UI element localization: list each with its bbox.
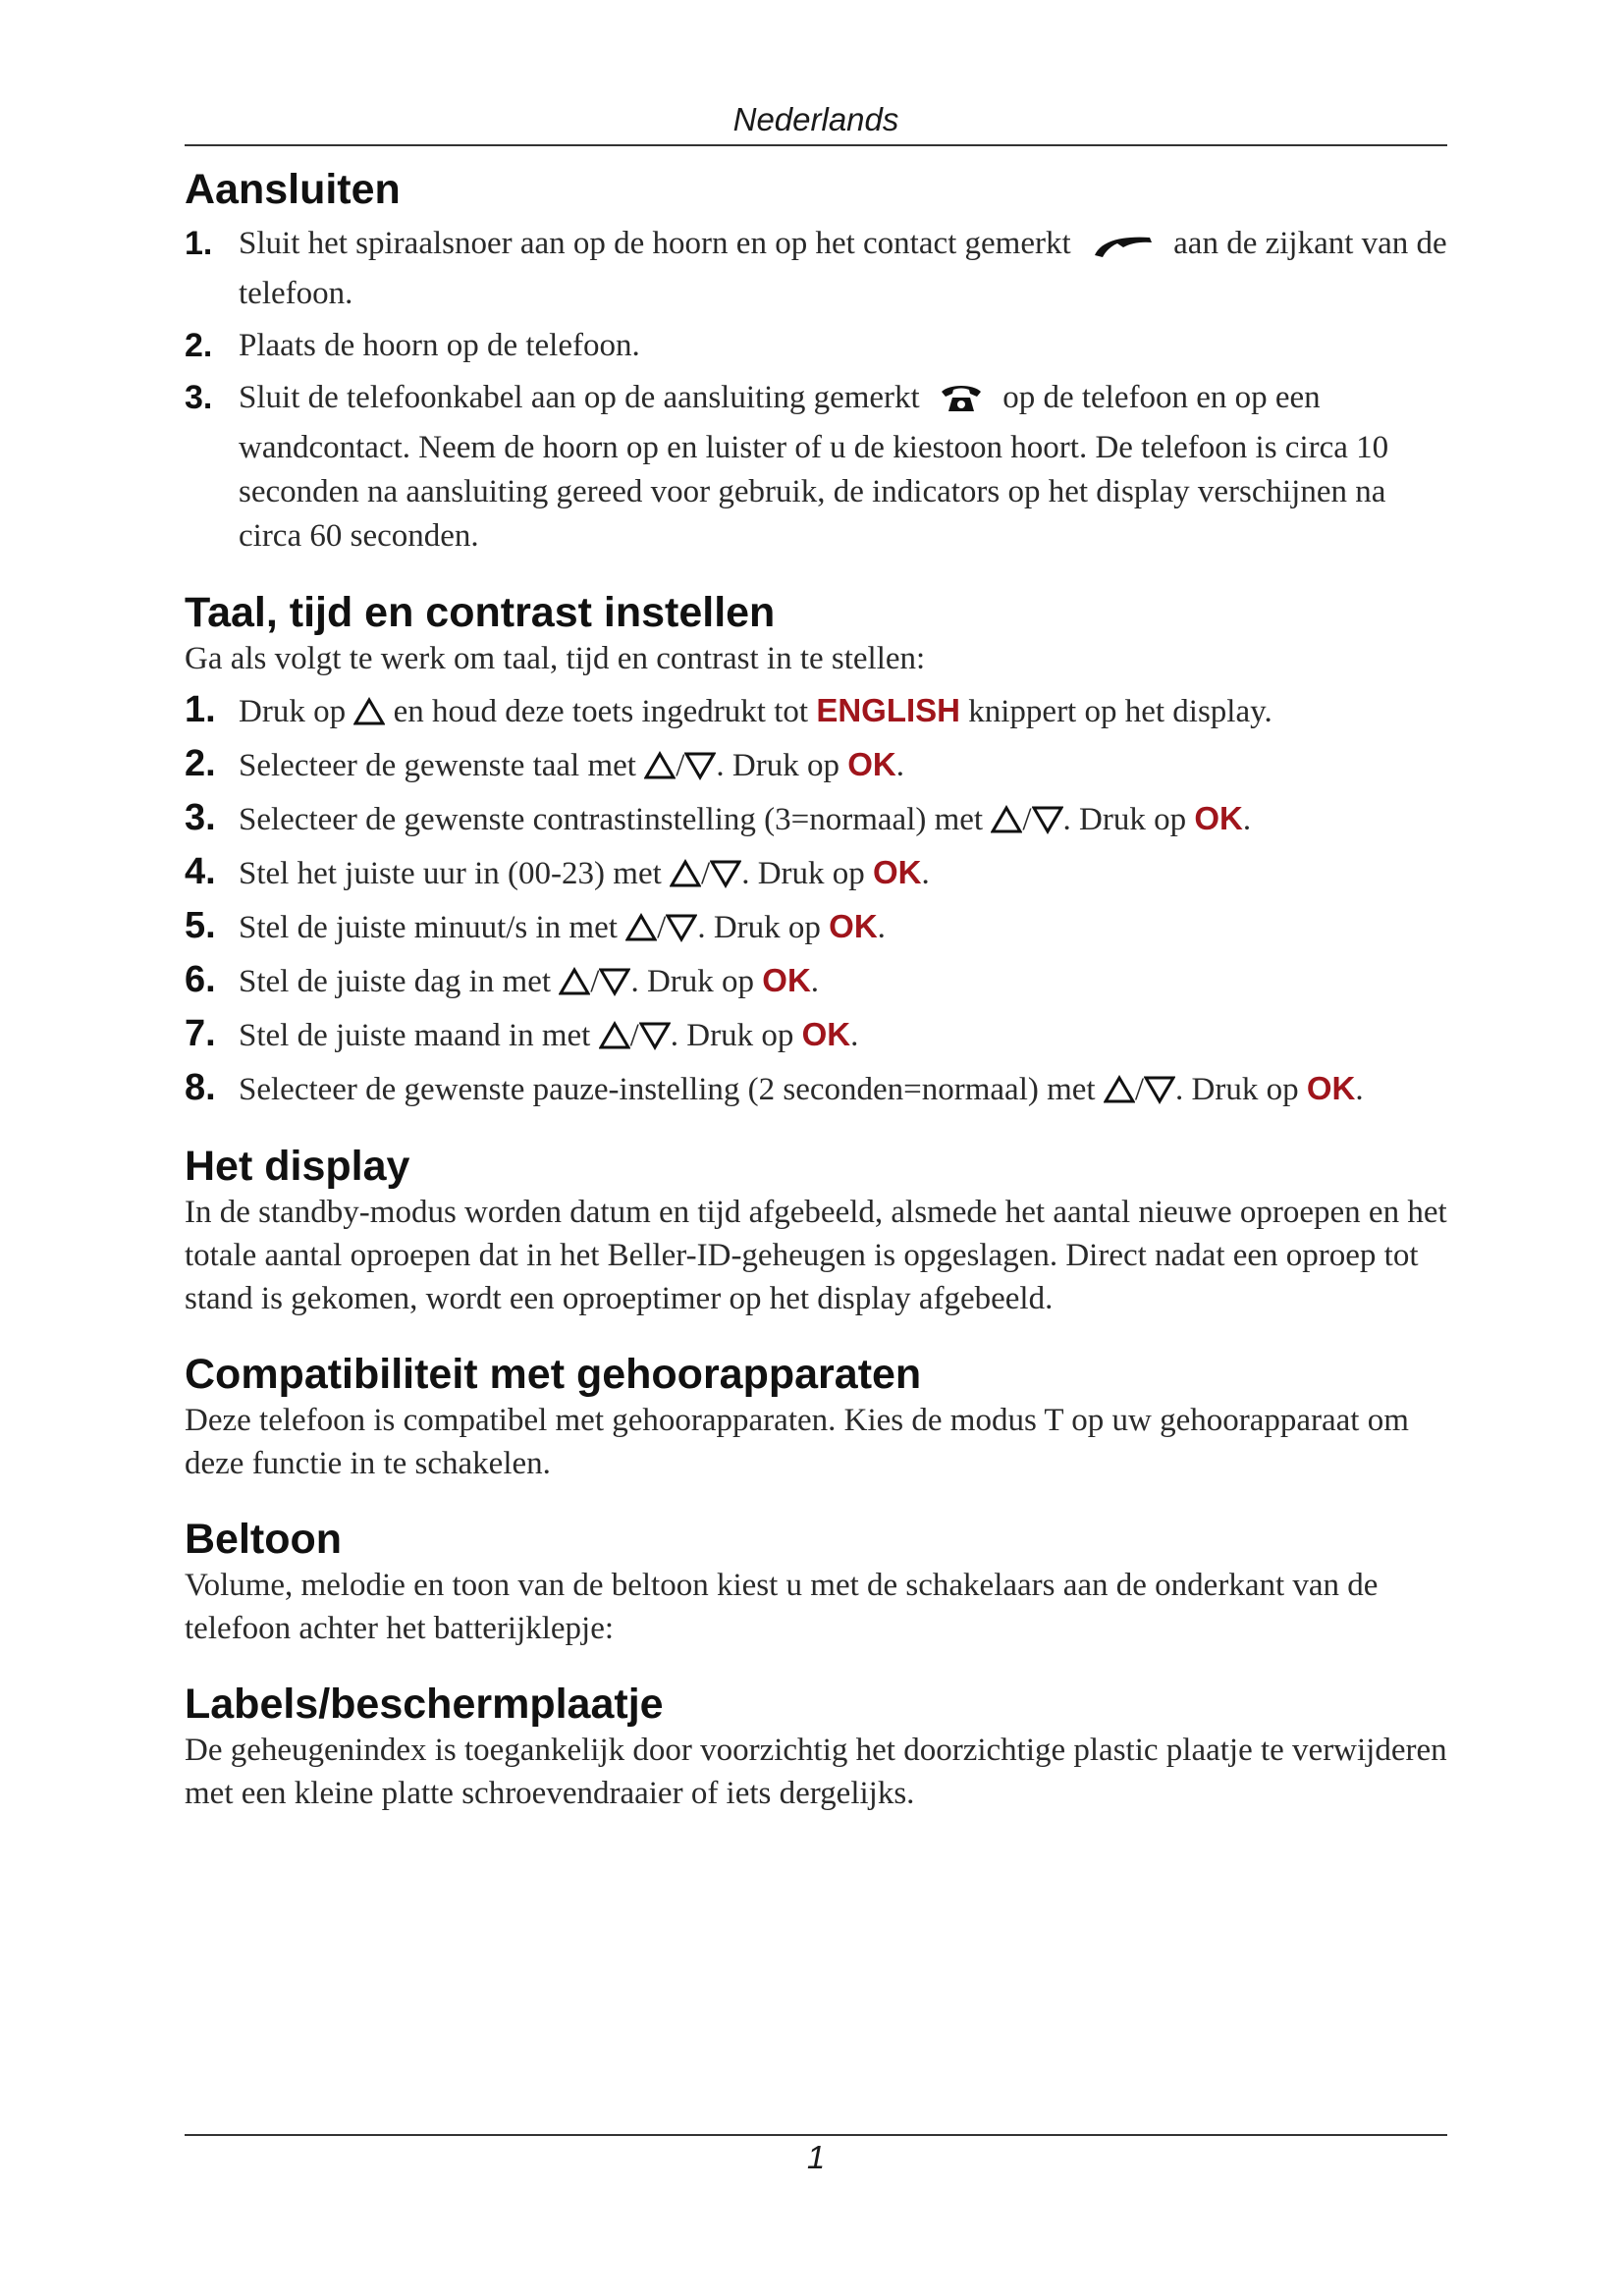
separator: / xyxy=(657,910,667,945)
key-label: OK xyxy=(829,908,878,944)
step-end: . xyxy=(1242,802,1252,837)
list-item xyxy=(185,796,1451,842)
down-arrow-icon xyxy=(666,913,697,942)
step-text: Selecteer de gewenste pauze-instelling (2 seconden=normaal) met xyxy=(239,1072,1096,1107)
section-title: Taal, tijd en contrast instellen xyxy=(185,589,776,636)
step-number: 1. xyxy=(185,689,216,730)
list-item xyxy=(185,324,1451,368)
step-end: . xyxy=(877,910,886,945)
section-title: Labels/beschermplaatje xyxy=(185,1681,664,1728)
up-arrow-icon xyxy=(670,859,701,888)
step-text: op de telefoon en op een wandcontact. Neem de hoorn op en luister of u de kiestoon hoort. De telefoon is circa 10 seconden na aansluiting gereed voor gebruik, de indicators op het display verschijnen na circa 60 seconden. xyxy=(239,380,1389,554)
up-arrow-icon xyxy=(353,697,385,726)
step-text: . Druk op xyxy=(1062,802,1187,837)
header-rule xyxy=(185,144,1447,146)
key-label: ENGLISH xyxy=(816,692,960,728)
list-item xyxy=(185,850,1451,896)
list-item xyxy=(185,1066,1451,1112)
step-text: Sluit het spiraalsnoer aan op de hoorn en op het contact gemerkt xyxy=(239,226,1071,261)
step-text: . Druk op xyxy=(716,748,839,783)
step-number: 7. xyxy=(185,1013,216,1054)
step-text: Stel het juiste uur in (00-23) met xyxy=(239,856,662,891)
section-intro: Ga als volgt te werk om taal, tijd en contrast in te stellen: xyxy=(185,641,926,676)
down-arrow-icon xyxy=(639,1021,671,1050)
section-aansluiten xyxy=(185,165,1451,559)
section-title: Aansluiten xyxy=(185,166,401,213)
up-arrow-icon xyxy=(599,1021,630,1050)
separator: / xyxy=(1134,1072,1145,1107)
separator: / xyxy=(701,856,711,891)
separator: / xyxy=(676,748,685,783)
section-body: Deze telefoon is compatibel met gehoorapparaten. Kies de modus T op uw gehoorapparaat om deze functie in te schakelen. xyxy=(185,1403,1409,1481)
separator: / xyxy=(1022,802,1032,837)
step-text: Selecteer de gewenste taal met xyxy=(239,748,636,783)
step-end: . xyxy=(921,856,930,891)
list-item xyxy=(185,688,1451,734)
step-text: . Druk op xyxy=(670,1018,794,1053)
step-end: . xyxy=(895,748,904,783)
list-item xyxy=(185,1012,1451,1058)
page-content xyxy=(185,147,1451,1844)
section-body: Volume, melodie en toon van de beltoon kiest u met de schakelaars aan de onderkant van de telefoon achter het batterijklepje: xyxy=(185,1568,1379,1646)
step-end: . xyxy=(810,964,820,999)
step-text: Druk op xyxy=(239,694,347,729)
step-text: Selecteer de gewenste contrastinstelling (3=normaal) met xyxy=(239,802,984,837)
up-arrow-icon xyxy=(644,751,676,780)
key-label: OK xyxy=(801,1016,851,1052)
step-number: 1. xyxy=(185,225,213,262)
section-taal-tijd-contrast xyxy=(185,588,1451,1112)
step-end: . xyxy=(850,1018,859,1053)
list-item xyxy=(185,904,1451,950)
down-arrow-icon xyxy=(1144,1075,1175,1104)
step-number: 5. xyxy=(185,905,216,946)
key-label: OK xyxy=(1306,1070,1356,1106)
step-text: Stel de juiste dag in met xyxy=(239,964,552,999)
down-arrow-icon xyxy=(1032,805,1063,834)
section-body: In de standby-modus worden datum en tijd afgebeeld, alsmede het aantal nieuwe oproepen en het totale aantal oproepen dat in het Beller-ID-geheugen is opgeslagen. Direct nadat een oproep tot stand is gekomen, wordt een oproeptimer op het display afgebeeld. xyxy=(185,1195,1447,1316)
step-text: . Druk op xyxy=(741,856,865,891)
step-text: . Druk op xyxy=(1175,1072,1299,1107)
list-item xyxy=(185,222,1451,316)
step-text: Stel de juiste minuut/s in met xyxy=(239,910,618,945)
step-text: Stel de juiste maand in met xyxy=(239,1018,591,1053)
step-text: Sluit de telefoonkabel aan op de aansluiting gemerkt xyxy=(239,380,920,415)
step-text: aan de zijkant van de telefoon. xyxy=(239,226,1447,311)
up-arrow-icon xyxy=(625,913,657,942)
up-arrow-icon xyxy=(1104,1075,1135,1104)
telephone-icon xyxy=(940,382,983,426)
section-body: De geheugenindex is toegankelijk door voorzichtig het doorzichtige plastic plaatje te verwijderen met een kleine platte schroevendraaier of iets dergelijks. xyxy=(185,1733,1447,1811)
section-beltoon xyxy=(185,1515,1451,1650)
key-label: OK xyxy=(847,746,896,782)
section-title: Compatibiliteit met gehoorapparaten xyxy=(185,1351,922,1398)
page-number: 1 xyxy=(806,2139,826,2175)
step-text: en houd deze toets ingedrukt tot xyxy=(393,694,809,729)
down-arrow-icon xyxy=(684,751,716,780)
section-compatibiliteit xyxy=(185,1350,1451,1485)
key-label: OK xyxy=(1194,800,1243,836)
step-text: . Druk op xyxy=(697,910,821,945)
section-title: Het display xyxy=(185,1143,410,1190)
up-arrow-icon xyxy=(991,805,1022,834)
step-number: 2. xyxy=(185,743,216,784)
step-text: Plaats de hoorn op de telefoon. xyxy=(239,328,640,363)
step-text: . Druk op xyxy=(630,964,755,999)
list-item xyxy=(185,376,1451,559)
section-title: Beltoon xyxy=(185,1516,343,1563)
handset-icon xyxy=(1091,228,1154,272)
step-number: 3. xyxy=(185,797,216,838)
step-number: 6. xyxy=(185,959,216,1000)
step-number: 3. xyxy=(185,379,213,416)
section-labels xyxy=(185,1680,1451,1815)
section-het-display xyxy=(185,1142,1451,1320)
separator: / xyxy=(590,964,600,999)
page-header: Nederlands xyxy=(732,101,899,137)
down-arrow-icon xyxy=(710,859,741,888)
step-number: 2. xyxy=(185,327,213,364)
list-item xyxy=(185,958,1451,1004)
step-end: . xyxy=(1355,1072,1364,1107)
step-number: 8. xyxy=(185,1067,216,1108)
separator: / xyxy=(629,1018,639,1053)
key-label: OK xyxy=(873,854,922,890)
key-label: OK xyxy=(762,962,811,998)
list-item xyxy=(185,742,1451,788)
step-text: knippert op het display. xyxy=(968,694,1272,729)
down-arrow-icon xyxy=(599,967,630,996)
up-arrow-icon xyxy=(559,967,590,996)
step-number: 4. xyxy=(185,851,216,892)
